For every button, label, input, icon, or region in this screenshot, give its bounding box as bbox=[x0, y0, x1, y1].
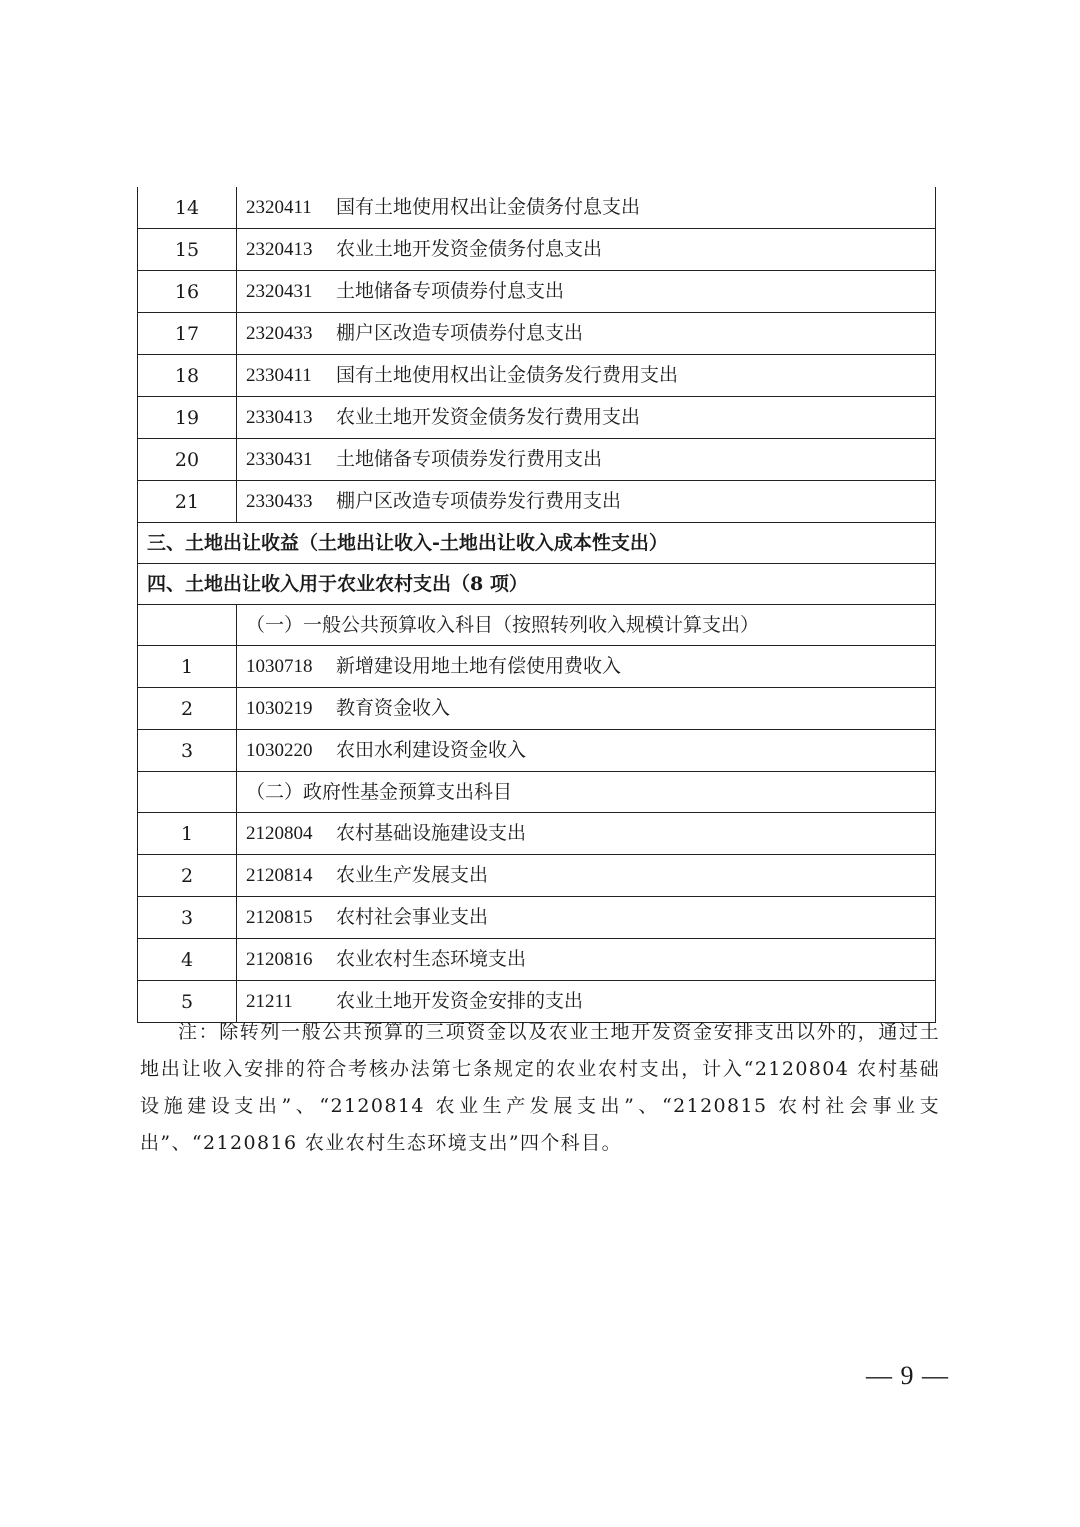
subject-code: 2330433 bbox=[246, 491, 313, 512]
table-row bbox=[138, 187, 936, 229]
subject-name: 农业土地开发资金债务发行费用支出 bbox=[336, 406, 641, 428]
subject-code: 1030220 bbox=[246, 740, 313, 761]
subject-name: 国有土地使用权出让金债务发行费用支出 bbox=[336, 364, 679, 386]
subject-name: 教育资金收入 bbox=[336, 697, 451, 719]
subject-code: 2120815 bbox=[246, 907, 313, 928]
row-number: 21 bbox=[138, 481, 237, 523]
subject-name: 棚户区改造专项债券发行费用支出 bbox=[336, 490, 622, 512]
row-number: 3 bbox=[138, 730, 237, 772]
table-row bbox=[138, 897, 936, 939]
subject-name: 土地储备专项债券付息支出 bbox=[336, 280, 565, 302]
row-number: 1 bbox=[138, 646, 237, 688]
table-row bbox=[138, 229, 936, 271]
section-four-heading: 四、土地出让收入用于农业农村支出（8 项） bbox=[138, 564, 936, 605]
section-three-heading: 三、土地出让收益（土地出让收入-土地出让收入成本性支出） bbox=[138, 523, 936, 564]
subject-code: 2330411 bbox=[246, 365, 312, 386]
empty-cell bbox=[138, 605, 237, 646]
table-row bbox=[138, 439, 936, 481]
subject-code: 21211 bbox=[246, 991, 293, 1012]
subject-name: 农田水利建设资金收入 bbox=[336, 739, 527, 761]
subject-code: 2320431 bbox=[246, 281, 313, 302]
table-row bbox=[138, 688, 936, 730]
page-number: — 9 — bbox=[866, 1361, 949, 1390]
subject-name: 国有土地使用权出让金债务付息支出 bbox=[336, 196, 641, 218]
row-number: 14 bbox=[138, 187, 237, 229]
subject-name: 土地储备专项债券发行费用支出 bbox=[336, 448, 603, 470]
subject-code: 1030718 bbox=[246, 656, 313, 677]
row-number: 4 bbox=[138, 939, 237, 981]
subject-code: 2320413 bbox=[246, 239, 313, 260]
subject-code: 2320411 bbox=[246, 197, 312, 218]
row-number: 18 bbox=[138, 355, 237, 397]
subject-name: 新增建设用地土地有偿使用费收入 bbox=[336, 655, 622, 677]
subject-name: 农业农村生态环境支出 bbox=[336, 948, 527, 970]
row-number: 5 bbox=[138, 981, 237, 1023]
subject-name: 棚户区改造专项债券付息支出 bbox=[336, 322, 584, 344]
subsection-row bbox=[138, 605, 936, 646]
subject-code: 2120814 bbox=[246, 865, 313, 886]
subject-name: 农业土地开发资金债务付息支出 bbox=[336, 238, 603, 260]
row-number: 20 bbox=[138, 439, 237, 481]
section-header-row bbox=[138, 523, 936, 564]
row-number: 19 bbox=[138, 397, 237, 439]
table-row bbox=[138, 397, 936, 439]
table-row bbox=[138, 855, 936, 897]
table-row bbox=[138, 481, 936, 523]
table-row bbox=[138, 313, 936, 355]
table-row bbox=[138, 646, 936, 688]
section-header-row bbox=[138, 564, 936, 605]
row-number: 2 bbox=[138, 855, 237, 897]
table-row bbox=[138, 813, 936, 855]
footnote-paragraph: 注：除转列一般公共预算的三项资金以及农业土地开发资金安排支出以外的，通过土地出让收入安排的符合考核办法第七条规定的农业农村支出，计入“2120804 农村基础设施建设支出”、“2120814 农业生产发展支出”、“2120815 农村社会事业支出”、“2120816 农业农村生态环境支出”四个科目。 bbox=[140, 1021, 940, 1154]
subject-name: 农业生产发展支出 bbox=[336, 864, 489, 886]
subject-code: 2120804 bbox=[246, 823, 313, 844]
subject-name: 农村基础设施建设支出 bbox=[336, 822, 527, 844]
row-number: 16 bbox=[138, 271, 237, 313]
empty-cell bbox=[138, 772, 237, 813]
table-row bbox=[138, 355, 936, 397]
row-number: 15 bbox=[138, 229, 237, 271]
subject-name: 农村社会事业支出 bbox=[336, 906, 489, 928]
subject-name: 农业土地开发资金安排的支出 bbox=[336, 990, 584, 1012]
row-number: 3 bbox=[138, 897, 237, 939]
subsection-two-heading: （二）政府性基金预算支出科目 bbox=[237, 772, 936, 813]
row-number: 1 bbox=[138, 813, 237, 855]
subsection-one-heading: （一）一般公共预算收入科目（按照转列收入规模计算支出） bbox=[237, 605, 936, 646]
table-row bbox=[138, 271, 936, 313]
row-number: 2 bbox=[138, 688, 237, 730]
subsection-row bbox=[138, 772, 936, 813]
budget-subject-table bbox=[137, 187, 936, 1023]
subject-code: 2330431 bbox=[246, 449, 313, 470]
table-row bbox=[138, 939, 936, 981]
subject-code: 2330413 bbox=[246, 407, 313, 428]
row-number: 17 bbox=[138, 313, 237, 355]
subject-code: 2320433 bbox=[246, 323, 313, 344]
subject-code: 2120816 bbox=[246, 949, 313, 970]
subject-code: 1030219 bbox=[246, 698, 313, 719]
table-row bbox=[138, 730, 936, 772]
